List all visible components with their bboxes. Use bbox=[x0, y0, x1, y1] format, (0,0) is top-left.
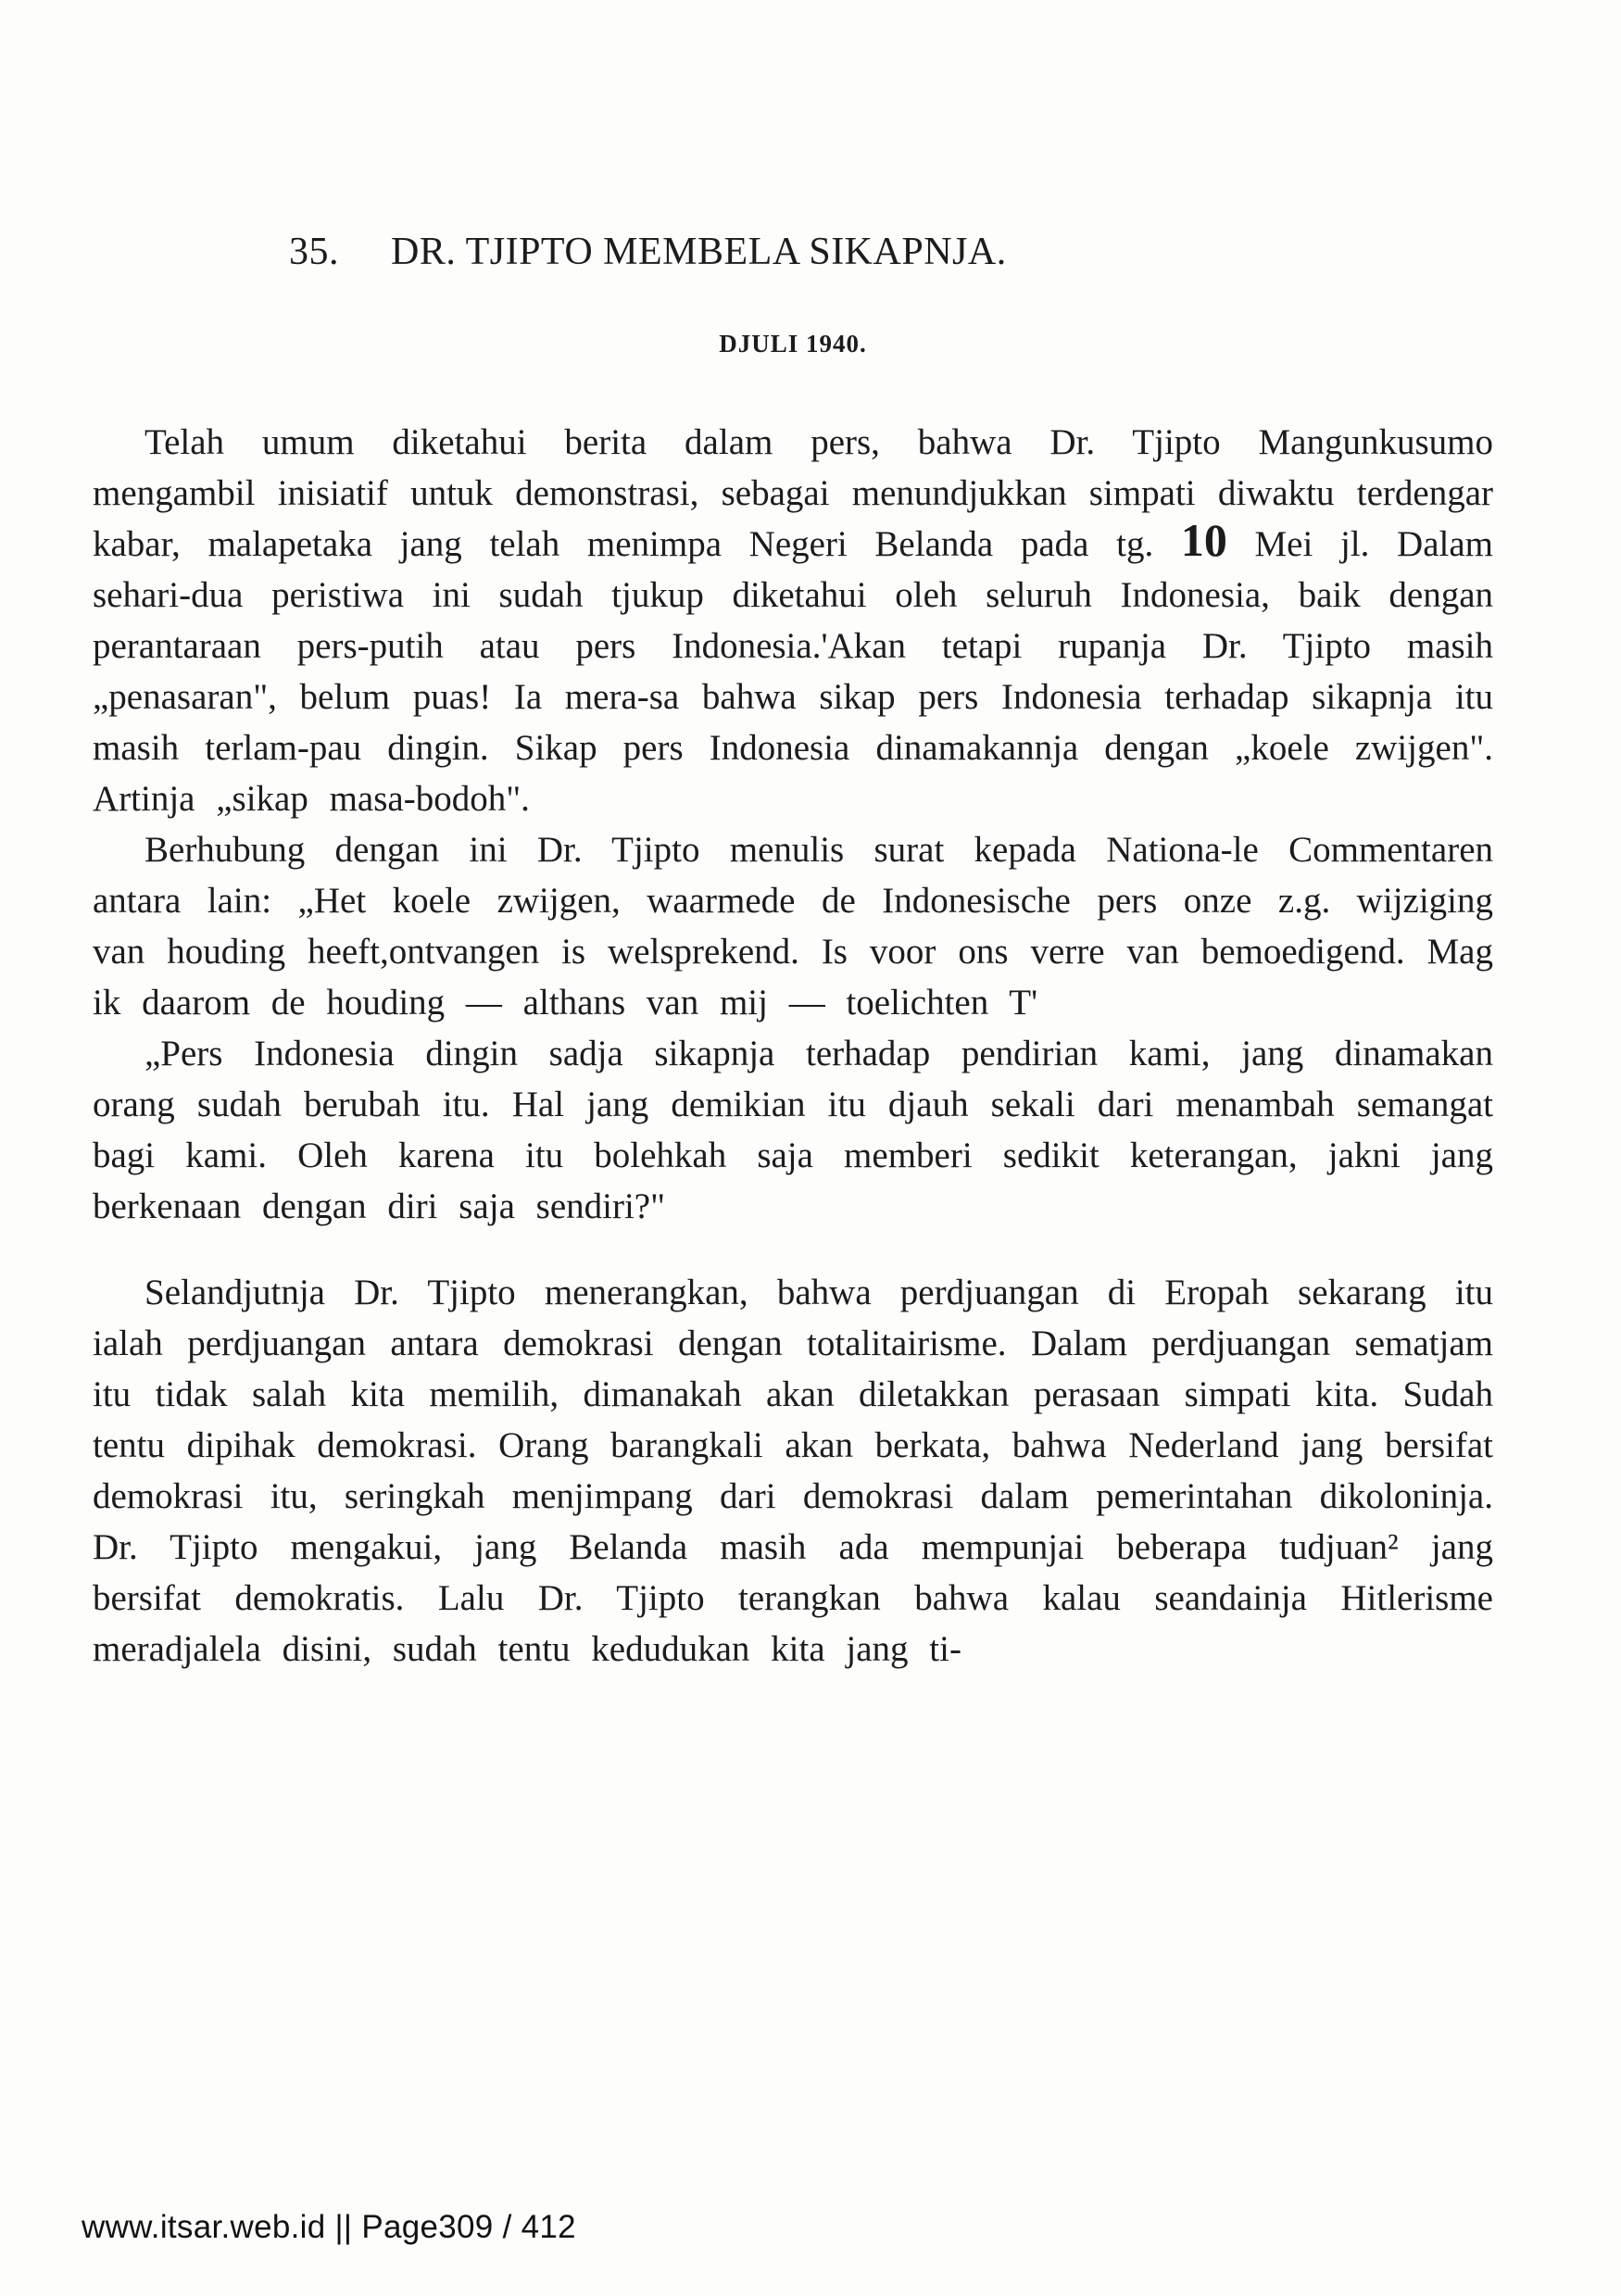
body-text bbox=[93, 417, 1493, 1675]
paragraph-2: Berhubung dengan ini Dr. Tjipto menulis surat kepada Nationa-le Commentaren antara lain: „Het koele zwijgen, waarmede de Indonesische pers onze z.g. wijziging van houding heeft,ontvangen is welsprekend. Is voor ons verre van bemoedigend. Mag ik daarom de houding — althans van mij — toelichten T' bbox=[93, 830, 1493, 1023]
date-subheading: DJULI 1940. bbox=[719, 330, 867, 358]
paragraph-4: Selandjutnja Dr. Tjipto menerangkan, bahwa perdjuangan di Eropah sekarang itu ialah perdjuangan antara demokrasi dengan totalitairisme. Dalam perdjuangan sematjam itu tidak salah kita memilih, dimanakah akan diletakkan perasaan simpati kita. Sudah tentu dipihak demokrasi. Orang barangkali akan berkata, bahwa Nederland jang bersifat demokrasi itu, seringkah menjimpang dari demokrasi dalam pemerintahan dikoloninja. Dr. Tjipto mengakui, jang Belanda masih ada mempunjai beberapa tudjuan² jang bersifat demokratis. Lalu Dr. Tjipto terangkan bahwa kalau seandainja Hitlerisme meradjalela disini, sudah tentu kedudukan kita jang ti- bbox=[93, 1273, 1493, 1669]
paragraph-1-text-a: Telah umum diketahui berita dalam pers, bahwa Dr. Tjipto Mangunkusumo mengambil inisiatif untuk demonstrasi, sebagai menundjukkan simpati diwaktu terdengar kabar, malapetaka jang telah menimpa Negeri Belanda pada tg. bbox=[93, 422, 1493, 564]
page-footer: www.itsar.web.id || Page309 / 412 bbox=[82, 2209, 576, 2245]
chapter-number: 35. bbox=[289, 231, 339, 273]
chapter-heading bbox=[289, 230, 1007, 274]
chapter-title: DR. TJIPTO MEMBELA SIKAPNJA. bbox=[391, 231, 1007, 273]
paragraph-1-text-b: Mei jl. Dalam sehari-dua peristiwa ini sudah tjukup diketahui oleh seluruh Indonesia, baik dengan perantaraan pers-putih atau pers Indonesia.'Akan tetapi rupanja Dr. Tjipto masih „penasaran", belum puas! Ia mera-sa bahwa sikap pers Indonesia terhadap sikapnja itu masih terlam-pau dingin. Sikap pers Indonesia dinamakannja dengan „koele zwijgen". Artinja „sikap masa-bodoh". bbox=[93, 524, 1493, 819]
paragraph-1 bbox=[93, 417, 1493, 824]
big-number-10: 10 bbox=[1180, 514, 1227, 566]
paragraph-3: „Pers Indonesia dingin sadja sikapnja terhadap pendirian kami, jang dinamakan orang sudah berubah itu. Hal jang demikian itu djauh sekali dari menambah semangat bagi kami. Oleh karena itu bolehkah saja memberi sedikit keterangan, jakni jang berkenaan dengan diri saja sendiri?" bbox=[93, 1034, 1493, 1226]
